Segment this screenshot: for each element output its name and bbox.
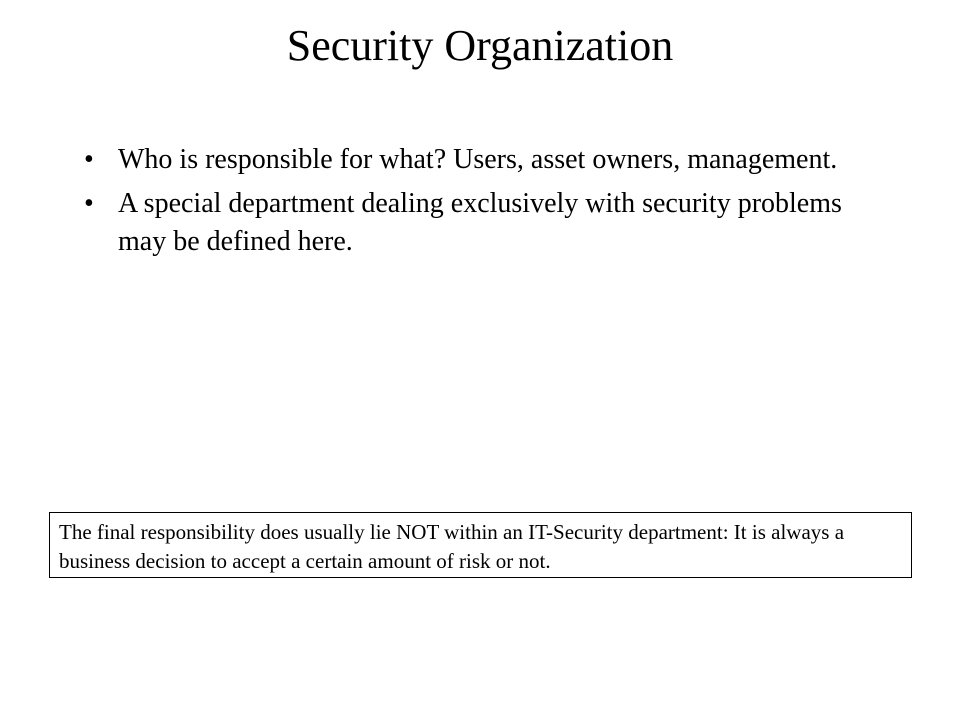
bullet-text: A special department dealing exclusively with security problems may be defined here. bbox=[118, 188, 842, 257]
bullet-list bbox=[84, 141, 864, 267]
bullet-item bbox=[84, 141, 864, 179]
bullet-item bbox=[84, 185, 864, 261]
note-box: The final responsibility does usually lie NOT within an IT-Security department: It is always a business decision to accept a certain amount of risk or not. bbox=[49, 512, 912, 578]
bullet-text: Who is responsible for what? Users, asset owners, management. bbox=[118, 144, 838, 175]
bullet-icon: • bbox=[84, 188, 94, 219]
slide-title: Security Organization bbox=[286, 21, 674, 70]
bullet-icon: • bbox=[84, 144, 94, 175]
